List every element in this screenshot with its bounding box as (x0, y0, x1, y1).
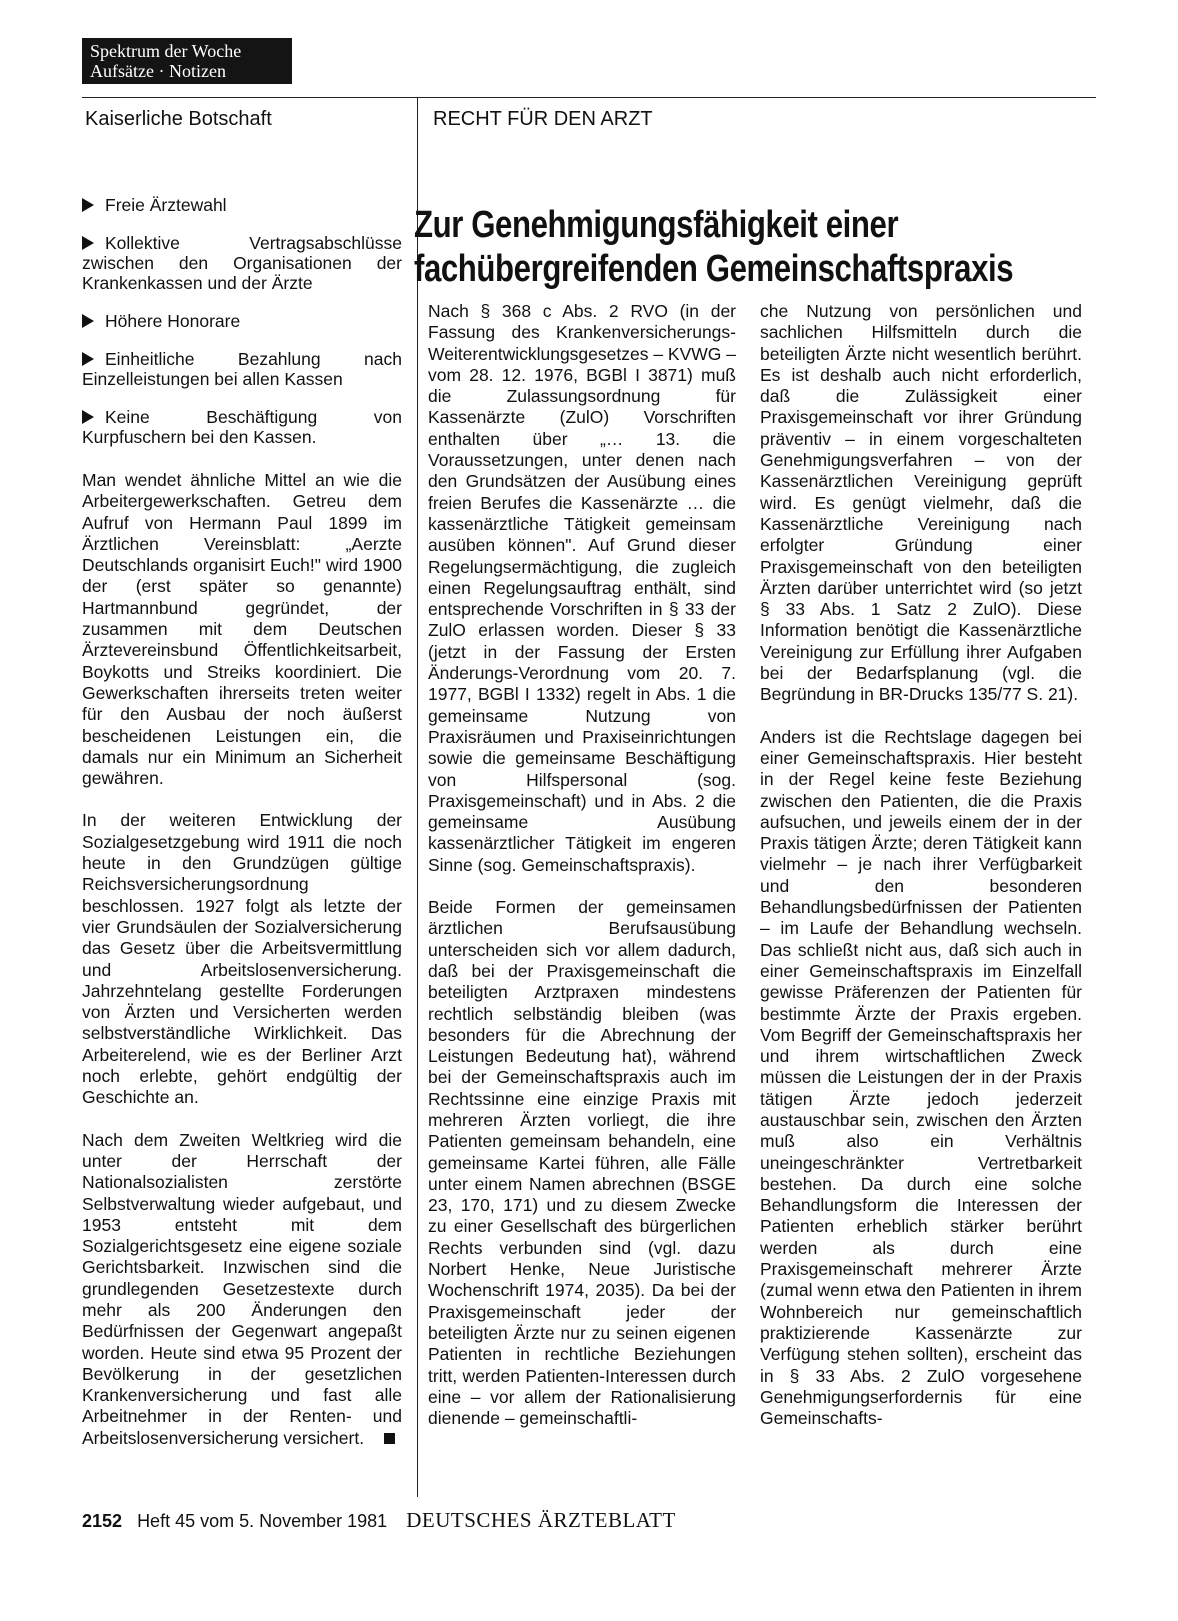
triangle-bullet-icon (82, 198, 94, 212)
page-footer (82, 1508, 676, 1533)
headline-line-1: Zur Genehmigungsfähigkeit einer (414, 204, 899, 246)
bullet-item: Freie Ärztewahl (82, 195, 402, 215)
triangle-bullet-icon (82, 314, 94, 328)
bullet-item: Höhere Honorare (82, 311, 402, 331)
masthead (82, 38, 292, 84)
body-paragraph: Beide Formen der gemeinsamen ärztlichen Berufsausübung unterscheiden sich vor allem dadurch, daß bei der Praxisgemeinschaft die beteiligten Arztpraxen mindestens rechtlich selbständig bleiben (was besonders für die Abrechnung der Leistungen Bedeutung hat), während bei der Gemeinschaftspraxis auch im Rechtssinne eine einzige Praxis mit mehreren Ärzten vorliegt, die ihre Patienten gemeinsam behandeln, eine gemeinsame Kartei führen, alle Fälle unter einem Namen abrechnen (BSGE 23, 170, 171) und zu diesem Zwecke zu einer Gesellschaft des bürgerlichen Rechts verbunden sind (vgl. dazu Norbert Henke, Neue Juristische Wochenschrift 1974, 2035). Da bei der Praxisgemeinschaft jeder der beteiligten Ärzte nur zu seinen eigenen Patienten in rechtliche Beziehungen tritt, werden Patienten-Interessen durch eine – vor allem der Rationalisierung dienende – gemeinschaftli- (428, 897, 736, 1429)
end-of-article-mark (384, 1433, 395, 1444)
journal-name: DEUTSCHES ÄRZTEBLATT (406, 1508, 676, 1532)
issue-info: Heft 45 vom 5. November 1981 (137, 1511, 388, 1531)
headline-line-2: fachübergreifenden Gemeinschaftspraxis (414, 248, 1014, 290)
body-paragraph: Nach dem Zweiten Weltkrieg wird die unter der Herrschaft der Nationalsozialisten zerstörte Selbstverwaltung wieder aufgebaut, und 1953 entsteht mit dem Sozialgerichtsgesetz eine eigene soziale Gerichtsbarkeit. Inzwischen sind die grundlegenden Gesetzestexte durch mehr als 200 Änderungen den Bedürfnissen der Gegenwart angepaßt worden. Heute sind etwa 95 Prozent der Bevölkerung in der gesetzlichen Krankenversicherung und fast alle Arbeitnehmer in der Renten- und Arbeitslosenversicherung versichert. (82, 1129, 402, 1448)
triangle-bullet-icon (82, 236, 94, 250)
masthead-line-2: Aufsätze · Notizen (90, 61, 226, 81)
bullet-item: Kollektive Vertragsabschlüsse zwischen den Organisationen der Krankenkassen und der Ärzte (82, 233, 402, 293)
left-section-label: Kaiserliche Botschaft (85, 108, 272, 130)
right-section-label: RECHT FÜR DEN ARZT (433, 108, 653, 130)
body-paragraph: Man wendet ähnliche Mittel an wie die Arbeitergewerkschaften. Getreu dem Aufruf von Hermann Paul 1899 im Ärztlichen Vereinsblatt: „Aerzte Deutschlands organisirt Euch!" wird 1900 der (erst später so genannte) Hartmannbund gegründet, der zusammen mit dem Deutschen Ärztevereinsbund Öffentlichkeitsarbeit, Boykotts und Streiks koordiniert. Die Gewerkschaften ihrerseits treten weiter für den Ausbau der noch äußerst bescheidenen Leistungen ein, die damals nur ein Minimum an Sicherheit gewähren. (82, 470, 402, 789)
bullet-item: Einheitliche Bezahlung nach Einzelleistungen bei allen Kassen (82, 349, 402, 389)
bullet-item: Keine Beschäftigung von Kurpfuschern bei den Kassen. (82, 407, 402, 447)
body-paragraph: Anders ist die Rechtslage dagegen bei einer Gemeinschaftspraxis. Hier besteht in der Regel keine feste Beziehung zwischen den Patienten, die die Praxis aufsuchen, und jeweils einem der in der Praxis tätigen Ärzte; deren Tätigkeit kann vielmehr – je nach ihrer Verfügbarkeit und den besonderen Behandlungsbedürfnissen der Patienten – im Laufe der Behandlung wechseln. Das schließt nicht aus, daß sich auch in einer Gemeinschaftspraxis im Einzelfall gewisse Präferenzen der Patienten für bestimmte Ärzte der Praxis ergeben. Vom Begriff der Gemeinschaftspraxis her und ihrem wirtschaftlichen Zweck müssen die Leistungen der in der Praxis tätigen Ärzte jedoch jederzeit austauschbar sein, zwischen den Ärzten muß also ein Verhältnis uneingeschränkter Vertretbarkeit bestehen. Da durch eine solche Behandlungsform die Interessen der Patienten erheblich stärker berührt werden als durch eine Praxisgemeinschaft mehrerer Ärzte (zumal wenn etwa den Patienten in ihrem Wohnbereich nur gemeinschaftlich praktizierende Kassenärzte zur Verfügung stehen sollten), erscheint das in § 33 Abs. 2 ZulO vorgesehene Genehmigungserfordernis für eine Gemeinschafts- (760, 726, 1082, 1429)
left-column-body (82, 470, 402, 1470)
article-headline (414, 203, 1014, 291)
masthead-line-1: Spektrum der Woche (90, 41, 242, 61)
column-divider (417, 97, 418, 1497)
right-column-body (760, 301, 1082, 1450)
bullet-list (82, 195, 402, 465)
middle-column-body (428, 301, 736, 1450)
triangle-bullet-icon (82, 410, 94, 424)
top-rule (82, 97, 1096, 98)
triangle-bullet-icon (82, 352, 94, 366)
page-number: 2152 (82, 1511, 123, 1531)
body-paragraph: Nach § 368 c Abs. 2 RVO (in der Fassung des Krankenversicherungs-Weiterentwicklungsgesetzes – KVWG – vom 28. 12. 1976, BGBl I 3871) muß die Zulassungsordnung für Kassenärzte (ZulO) Vorschriften enthalten über „… 13. die Voraussetzungen, unter denen nach den Grundsätzen der Ausübung eines freien Berufes die Kassenärzte … die kassenärztliche Tätigkeit gemeinsam ausüben können". Auf Grund dieser Regelungsermächtigung, die zugleich einen Regelungsauftrag enthält, sind entsprechende Vorschriften in § 33 der ZulO erlassen worden. Dieser § 33 (jetzt in der Fassung der Ersten Änderungs-Verordnung vom 20. 7. 1977, BGBl I 1332) regelt in Abs. 1 die gemeinsame Nutzung von Praxisräumen und Praxiseinrichtungen sowie die gemeinsame Beschäftigung von Hilfspersonal (sog. Praxisgemeinschaft) und in Abs. 2 die gemeinsame Ausübung kassenärztlicher Tätigkeit im engeren Sinne (sog. Gemeinschaftspraxis). (428, 301, 737, 875)
body-paragraph: che Nutzung von persönlichen und sachlichen Hilfsmitteln durch die beteiligten Ärzte nicht wesentlich berührt. Es ist deshalb auch nicht erforderlich, daß die Zulässigkeit einer Praxisgemeinschaft vor ihrer Gründung präventiv – in einem vorgeschalteten Genehmigungsverfahren – von der Kassenärztlichen Vereinigung geprüft wird. Es genügt vielmehr, daß die Kassenärztliche Vereinigung nach erfolgter Gründung einer Praxisgemeinschaft von den beteiligten Ärzten darüber unterrichtet wird (so jetzt § 33 Abs. 1 Satz 2 ZulO). Diese Information benötigt die Kassenärztliche Vereinigung zur Erfüllung ihrer Aufgaben bei der Bedarfsplanung (vgl. die Begründung in BR-Drucks 135/77 S. 21). (760, 301, 1082, 705)
body-paragraph: In der weiteren Entwicklung der Sozialgesetzgebung wird 1911 die noch heute in den Grundzügen gültige Reichsversicherungsordnung beschlossen. 1927 folgt als letzte der vier Grundsäulen der Sozialversicherung das Gesetz über die Arbeitsvermittlung und Arbeitslosenversicherung. Jahrzehntelang gestellte Forderungen von Ärzten und Versicherten werden selbstverständliche Wirklichkeit. Das Arbeiterelend, wie es der Berliner Arzt noch erlebte, gehört endgültig der Geschichte an. (82, 810, 402, 1108)
